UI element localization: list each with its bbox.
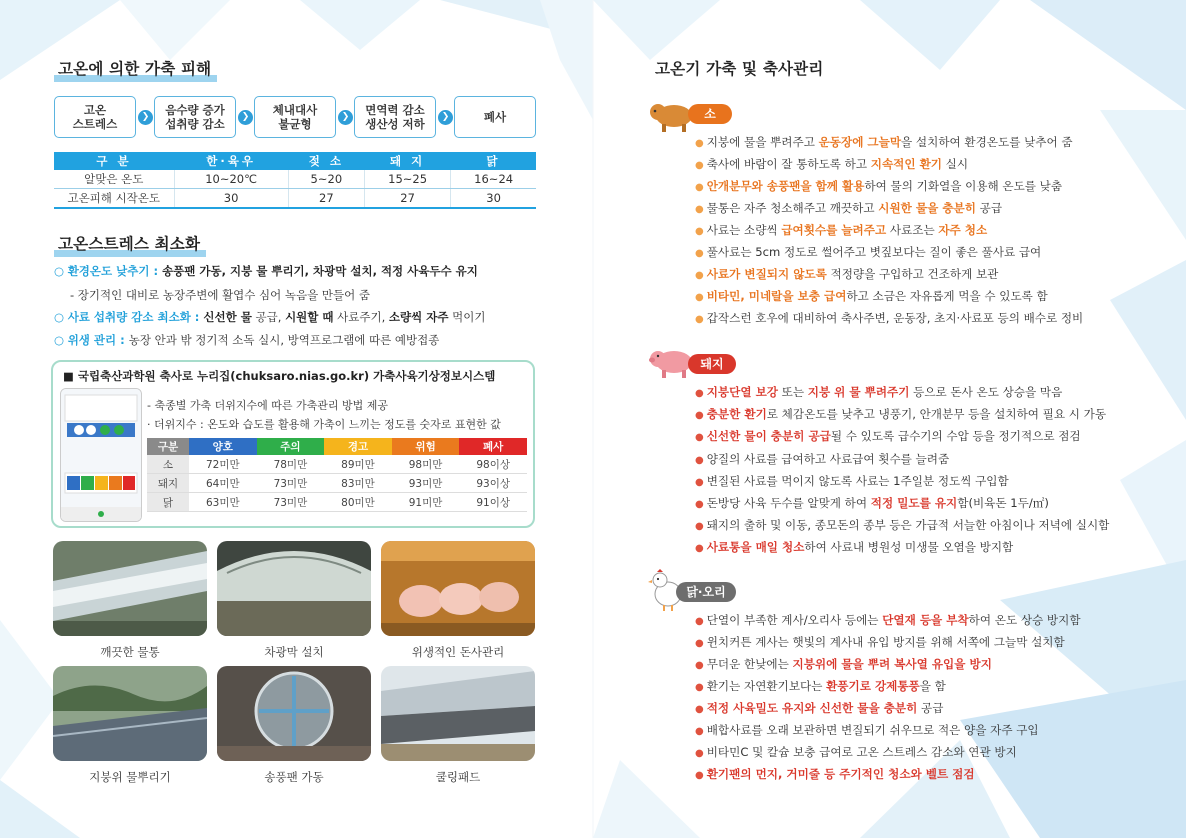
cell: 78미만 bbox=[257, 455, 325, 474]
pig-item-6: ● 돈방당 사육 두수를 알맞게 하여 적정 밀도를 유지함(비육돈 1두/㎡) bbox=[695, 496, 1049, 510]
chicken-item-6: ● 배합사료를 오래 보관하면 변질되기 쉬우므로 적은 양을 자주 구입 bbox=[695, 723, 1039, 737]
circle-icon: ○ bbox=[54, 310, 65, 324]
cow-item-3: ● 안개분무와 송풍팬을 함께 활용하여 물의 기화열을 이용해 온도를 낮춤 bbox=[695, 179, 1063, 193]
cell: 73미만 bbox=[257, 474, 325, 493]
col-header: 젖 소 bbox=[288, 152, 364, 170]
cell: 64미만 bbox=[189, 474, 257, 493]
bullet-dot-icon: ● bbox=[695, 748, 704, 759]
cell: 27 bbox=[364, 189, 450, 209]
col-header: 한·육우 bbox=[174, 152, 288, 170]
cell: 5~20 bbox=[288, 170, 364, 189]
bullet-feed: ○ 사료 섭취량 감소 최소화 : 신선한 물 공급, 시원할 때 사료주기, 소량씩 자주 먹이기 bbox=[54, 310, 486, 324]
bullet-dot-icon: ● bbox=[695, 292, 704, 303]
caption-water-trough: 깨끗한 물통 bbox=[100, 645, 160, 659]
bullet-dot-icon: ● bbox=[695, 704, 704, 715]
col-header: 구 분 bbox=[54, 152, 174, 170]
flow-step-1: 고온 스트레스 bbox=[54, 96, 136, 138]
chicken-item-5: ● 적정 사육밀도 유지와 신선한 물을 충분히 공급 bbox=[695, 701, 944, 715]
col-header: 주의 bbox=[257, 438, 325, 455]
cell: 27 bbox=[288, 189, 364, 209]
pig-item-2: ● 충분한 환기로 체감온도를 낮추고 냉풍기, 안개분무 등을 설치하여 필요 시 가동 bbox=[695, 407, 1107, 422]
bullet-dot-icon: ● bbox=[695, 204, 704, 215]
row-label: 소 bbox=[147, 455, 189, 474]
col-header: 양호 bbox=[189, 438, 257, 455]
cow-label: 소 bbox=[688, 104, 732, 124]
stress-section-title: 고온스트레스 최소화 bbox=[58, 232, 200, 254]
table-header-row bbox=[147, 438, 527, 455]
nias-info-box bbox=[51, 360, 535, 528]
pig-label: 돼지 bbox=[688, 354, 736, 374]
bullet-dot-icon: ● bbox=[695, 160, 704, 171]
bullet-dot-icon: ● bbox=[695, 410, 704, 422]
cell: 98이상 bbox=[459, 455, 527, 474]
cow-item-6: ● 풀사료는 5cm 정도로 썰어주고 볏짚보다는 질이 좋은 풀사료 급여 bbox=[695, 245, 1042, 259]
cow-item-5: ● 사료는 소량씩 급여횟수를 늘려주고 사료조는 자주 청소 bbox=[695, 223, 988, 237]
chicken-duck-label: 닭·오리 bbox=[676, 582, 736, 602]
damage-flow bbox=[54, 96, 536, 140]
table-row bbox=[147, 493, 527, 512]
chevron-right-icon: ❯ bbox=[238, 110, 253, 125]
table-header-row bbox=[54, 152, 536, 170]
bullet-dot-icon: ● bbox=[695, 388, 704, 399]
photo-shade-net bbox=[217, 541, 371, 636]
bullet-dot-icon: ● bbox=[695, 314, 704, 325]
table-row bbox=[54, 170, 536, 189]
chevron-right-icon: ❯ bbox=[438, 110, 453, 125]
col-header: 구분 bbox=[147, 438, 189, 455]
bullet-environment: ○ 환경온도 낮추기 : 송풍팬 가동, 지붕 물 뿌리기, 차광막 설치, 적정 사육두수 유지 bbox=[54, 264, 478, 278]
bullet-dot-icon: ● bbox=[695, 432, 704, 444]
row-label: 고온피해 시작온도 bbox=[54, 189, 174, 209]
cell: 93미만 bbox=[392, 474, 460, 493]
photo-water-trough bbox=[53, 541, 207, 636]
cow-item-9: ● 갑작스런 호우에 대비하여 축사주변, 운동장, 초지·사료포 등의 배수로 정비 bbox=[695, 311, 1084, 325]
damage-section-title: 고온에 의한 가축 피해 bbox=[58, 57, 211, 79]
caption-fan: 송풍팬 가동 bbox=[264, 770, 324, 784]
flow-step-4: 면역력 감소 생산성 저하 bbox=[354, 96, 436, 138]
bullet-dot-icon: ● bbox=[695, 543, 704, 555]
cell: 93이상 bbox=[459, 474, 527, 493]
caption-shade-net: 차광막 설치 bbox=[264, 645, 324, 659]
bullet-dot-icon: ● bbox=[695, 248, 704, 259]
phone-screenshot bbox=[60, 388, 142, 522]
photo-cooling-pad bbox=[381, 666, 535, 761]
chicken-item-1: ● 단열이 부족한 계사/오리사 등에는 단열재 등을 부착하여 온도 상승 방지함 bbox=[695, 613, 1081, 627]
cell: 73미만 bbox=[257, 493, 325, 512]
cow-item-1: ● 지붕에 물을 뿌려주고 운동장에 그늘막을 설치하여 환경온도를 낮추어 줌 bbox=[695, 135, 1073, 149]
chicken-item-8: ● 환기팬의 먼지, 거미줄 등 주기적인 청소와 벨트 점검 bbox=[695, 767, 975, 781]
cell: 89미만 bbox=[324, 455, 392, 474]
col-header: 위험 bbox=[392, 438, 460, 455]
cell: 30 bbox=[174, 189, 288, 209]
cell: 72미만 bbox=[189, 455, 257, 474]
bullet-dot-icon: ● bbox=[695, 499, 704, 510]
pig-item-8: ● 사료통을 매일 청소하여 사료내 병원성 미생물 오염을 방지함 bbox=[695, 540, 1014, 555]
bullet-dot-icon: ● bbox=[695, 270, 704, 281]
pig-item-4: ● 양질의 사료를 급여하고 사료급여 횟수를 늘려줌 bbox=[695, 451, 950, 466]
row-label: 닭 bbox=[147, 493, 189, 512]
pig-item-1: ● 지붕단열 보강 또는 지붕 위 물 뿌려주기 등으로 돈사 온도 상승을 막음 bbox=[695, 385, 1063, 399]
chicken-item-4: ● 환기는 자연환기보다는 환풍기로 강제통풍을 함 bbox=[695, 679, 946, 693]
pig-item-5: ● 변질된 사료를 먹이지 않도록 사료는 1주일분 정도씩 구입함 bbox=[695, 473, 1009, 488]
table-row bbox=[147, 455, 527, 474]
bullet-hygiene: ○ 위생 관리 : 농장 안과 밖 정기적 소독 실시, 방역프로그램에 따른 예방접종 bbox=[54, 333, 440, 347]
bullet-dot-icon: ● bbox=[695, 476, 704, 488]
caption-clean-pigpen: 위생적인 돈사관리 bbox=[411, 645, 505, 659]
caption-cooling-pad: 쿨링패드 bbox=[435, 770, 481, 784]
cell: 91이상 bbox=[459, 493, 527, 512]
photo-clean-pigpen bbox=[381, 541, 535, 636]
bullet-dot-icon: ● bbox=[695, 454, 704, 466]
table-row bbox=[54, 189, 536, 209]
bullet-dot-icon: ● bbox=[695, 138, 704, 149]
chevron-right-icon: ❯ bbox=[138, 110, 153, 125]
pig-item-7: ● 돼지의 출하 및 이동, 종모돈의 종부 등은 가급적 서늘한 아침이나 저녁에 실시함 bbox=[695, 518, 1110, 533]
circle-icon: ○ bbox=[54, 333, 65, 347]
cell: 91미만 bbox=[392, 493, 460, 512]
cow-item-7: ● 사료가 변질되지 않도록 적정량을 구입하고 건조하게 보관 bbox=[695, 267, 999, 281]
table-row bbox=[147, 474, 527, 493]
bullet-environment-sub: - 장기적인 대비로 농장주변에 활엽수 심어 녹음을 만들어 줌 bbox=[70, 288, 371, 302]
cell: 98미만 bbox=[392, 455, 460, 474]
nias-title: ■ 국립축산과학원 축사로 누리집(chuksaro.nias.go.kr) 가축사육기상정보시스템 bbox=[63, 369, 496, 383]
caption-roof-sprinkler: 지붕위 물뿌리기 bbox=[89, 770, 171, 784]
cow-item-2: ● 축사에 바람이 잘 통하도록 하고 지속적인 환기 실시 bbox=[695, 157, 969, 171]
col-header: 경고 bbox=[324, 438, 392, 455]
bullet-dot-icon: ● bbox=[695, 521, 704, 533]
nias-desc-2: · 더위지수 : 온도와 습도를 활용해 가축이 느끼는 정도를 숫자로 표현한 값 bbox=[147, 418, 501, 431]
bullet-dot-icon: ● bbox=[695, 660, 704, 671]
row-label: 돼지 bbox=[147, 474, 189, 493]
cell: 15~25 bbox=[364, 170, 450, 189]
col-header: 폐사 bbox=[459, 438, 527, 455]
cell: 10~20℃ bbox=[174, 170, 288, 189]
row-label: 알맞은 온도 bbox=[54, 170, 174, 189]
bullet-dot-icon: ● bbox=[695, 226, 704, 237]
cell: 30 bbox=[451, 189, 536, 209]
nias-desc-1: - 축종별 가축 더위지수에 따른 가축관리 방법 제공 bbox=[147, 399, 388, 412]
chicken-item-2: ● 윈치커튼 계사는 햇빛의 계사내 유입 방지를 위해 서쪽에 그늘막 설치함 bbox=[695, 635, 1065, 649]
circle-icon: ○ bbox=[54, 264, 65, 278]
col-header: 돼 지 bbox=[364, 152, 450, 170]
bullet-dot-icon: ● bbox=[695, 638, 704, 649]
cell: 80미만 bbox=[324, 493, 392, 512]
photo-roof-sprinkler bbox=[53, 666, 207, 761]
pig-item-3: ● 신선한 물이 충분히 공급될 수 있도록 급수기의 수압 등을 정기적으로 점검 bbox=[695, 429, 1081, 444]
flow-step-5: 폐사 bbox=[454, 96, 536, 138]
temperature-table bbox=[54, 152, 536, 209]
bullet-dot-icon: ● bbox=[695, 682, 704, 693]
cow-item-8: ● 비타민, 미네랄을 보충 급여하고 소금은 자유롭게 먹을 수 있도록 함 bbox=[695, 289, 1048, 303]
photo-fan bbox=[217, 666, 371, 761]
cell: 16~24 bbox=[451, 170, 536, 189]
heat-index-table bbox=[147, 438, 527, 512]
chicken-item-3: ● 무더운 한낮에는 지붕위에 물을 뿌려 복사열 유입을 방지 bbox=[695, 657, 992, 671]
flow-step-2: 음수량 증가 섭취량 감소 bbox=[154, 96, 236, 138]
bullet-dot-icon: ● bbox=[695, 616, 704, 627]
management-section-title: 고온기 가축 및 축사관리 bbox=[655, 57, 824, 79]
cell: 83미만 bbox=[324, 474, 392, 493]
cow-item-4: ● 물통은 자주 청소해주고 깨끗하고 시원한 물을 충분히 공급 bbox=[695, 201, 1003, 215]
chevron-right-icon: ❯ bbox=[338, 110, 353, 125]
bullet-dot-icon: ● bbox=[695, 770, 704, 781]
col-header: 닭 bbox=[451, 152, 536, 170]
bullet-dot-icon: ● bbox=[695, 726, 704, 737]
flow-step-3: 체내대사 불균형 bbox=[254, 96, 336, 138]
cell: 63미만 bbox=[189, 493, 257, 512]
chicken-item-7: ● 비타민C 및 칼슘 보충 급여로 고온 스트레스 감소와 연관 방지 bbox=[695, 745, 1017, 759]
bullet-dot-icon: ● bbox=[695, 182, 704, 193]
